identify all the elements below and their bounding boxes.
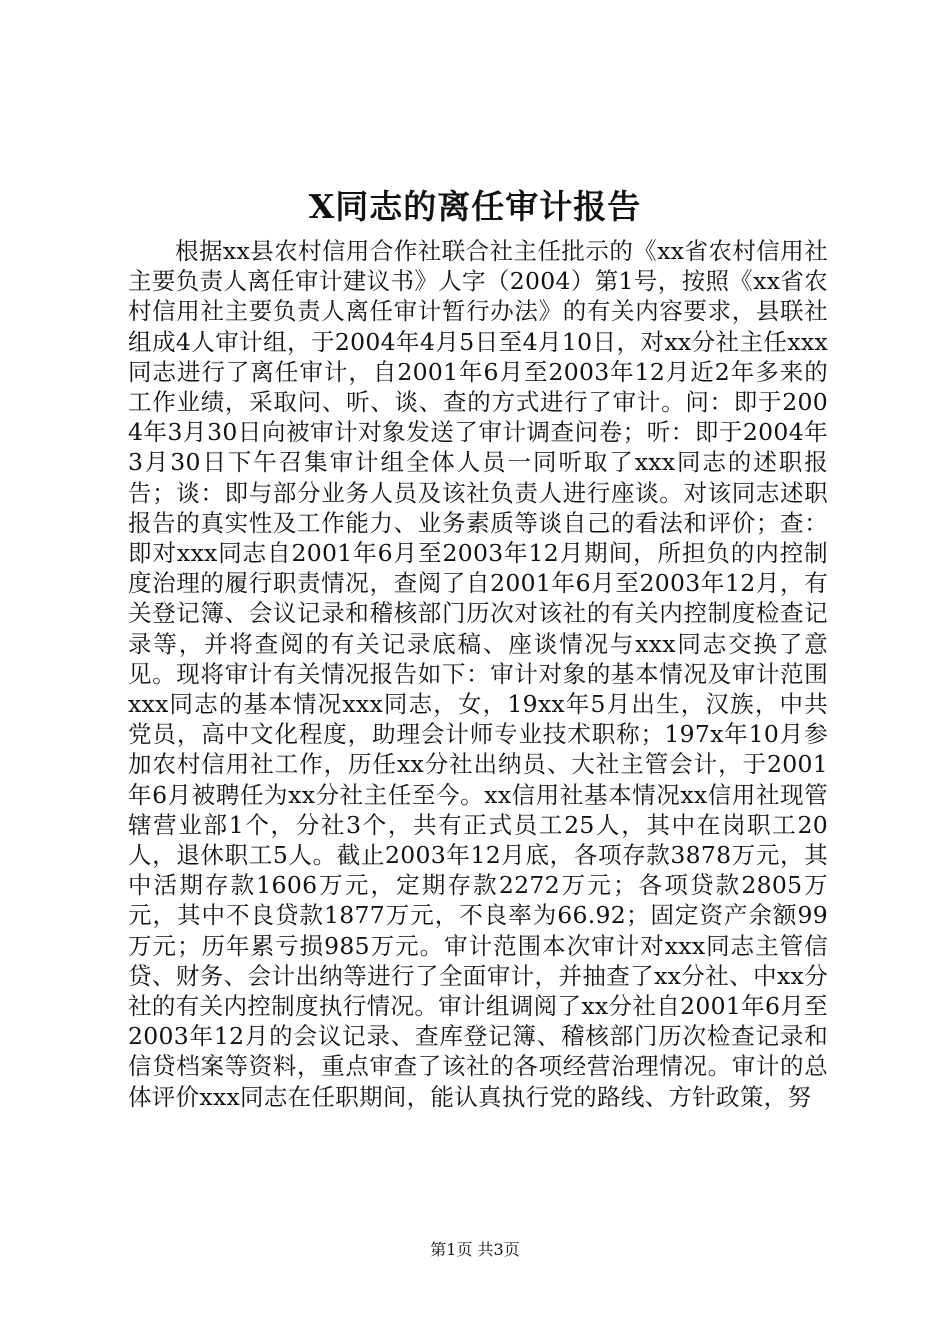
page-number-footer: 第1页 共3页 xyxy=(430,1240,520,1259)
document-body-paragraph: 根据xx县农村信用合作社联合社主任批示的《xx省农村信用社主要负责人离任审计建议书》人字（2004）第1号，按照《xx省农村信用社主要负责人离任审计暂行办法》的有关内容要求，县联社组成4人审计组，于2004年4月5日至4月10日，对xx分社主任xxx同志进行了离任审计，自2001年6月至2003年12月近2年多来的工作业绩，采取问、听、谈、查的方式进行了审计。问：即于2004年3月30日向被审计对象发送了审计调查问卷；听：即于2004年3月30日下午召集审计组全体人员一同听取了xxx同志的述职报告；谈：即与部分业务人员及该社负责人进行座谈。对该同志述职报告的真实性及工作能力、业务素质等谈自己的看法和评价；查：即对xxx同志自2001年6月至2003年12月期间，所担负的内控制度治理的履行职责情况，查阅了自2001年6月至2003年12月，有关登记簿、会议记录和稽核部门历次对该社的有关内控制度检查记录等，并将查阅的有关记录底稿、座谈情况与xxx同志交换了意见。现将审计有关情况报告如下：审计对象的基本情况及审计范围xxx同志的基本情况xxx同志，女，19xx年5月出生，汉族，中共党员，高中文化程度，助理会计师专业技术职称；197x年10月参加农村信用社工作，历任xx分社出纳员、大社主管会计，于2001年6月被聘任为xx分社主任至今。xx信用社基本情况xx信用社现管辖营业部1个，分社3个，共有正式员工25人，其中在岗职工20人，退休职工5人。截止2003年12月底，各项存款3878万元，其中活期存款1606万元，定期存款2272万元；各项贷款2805万元，其中不良贷款1877万元，不良率为66.92；固定资产余额99万元；历年累亏损985万元。审计范围本次审计对xxx同志主管信贷、财务、会计出纳等进行了全面审计，并抽查了xx分社、中xx分社的有关内控制度执行情况。审计组调阅了xx分社自2001年6月至2003年12月的会议记录、查库登记簿、稽核部门历次检查记录和信贷档案等资料，重点审查了该社的各项经营治理情况。审计的总体评价xxx同志在任职期间，能认真执行党的路线、方针政策，努 xyxy=(128,237,828,1111)
document-title: X同志的离任审计报告 xyxy=(308,187,642,226)
